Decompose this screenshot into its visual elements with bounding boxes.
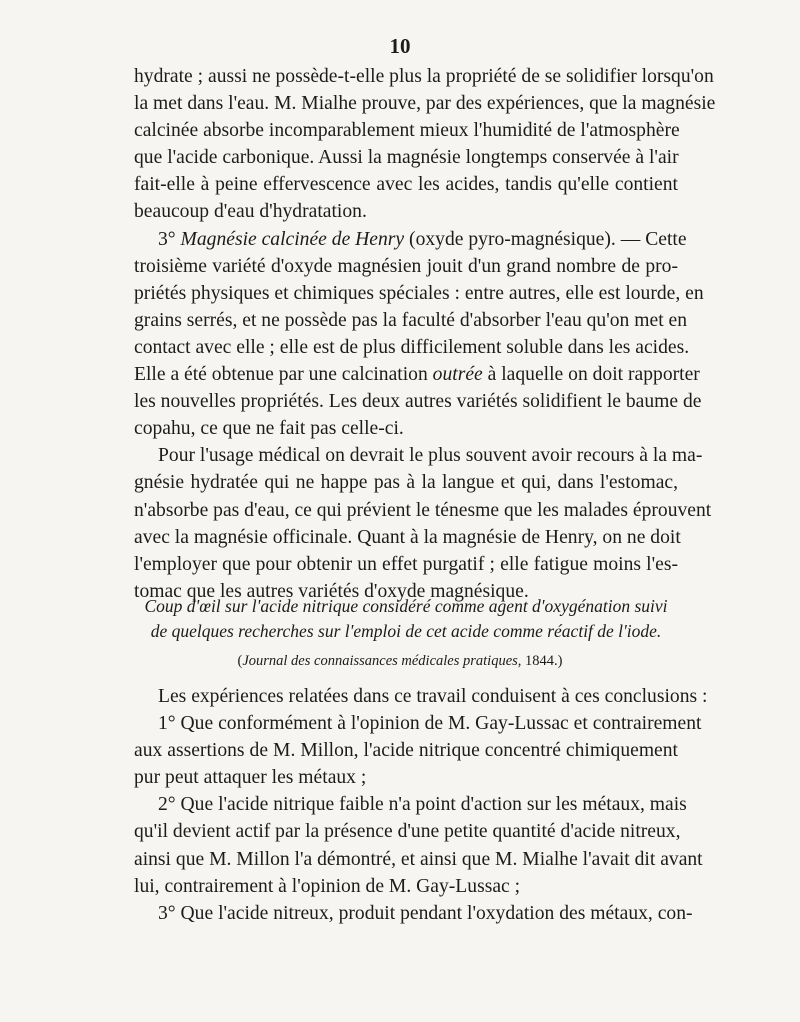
text-column-lower [134, 683, 708, 927]
text-line: lui, contrairement à l'opinion de M. Gay-Lussac ; [134, 875, 521, 897]
text-line: aux assertions de M. Millon, l'acide nitrique concentré chimiquement [134, 740, 678, 762]
journal-citation [0, 651, 800, 671]
text-line: copahu, ce que ne fait pas celle-ci. [134, 418, 404, 440]
text-line-outree [134, 361, 700, 388]
section-heading-line: Coup d'œil sur l'acide nitrique considéré comme agent d'oxygénation suivi [144, 596, 668, 616]
text-line: gnésie hydratée qui ne happe pas à la langue et qui, dans l'estomac, [134, 472, 678, 494]
text-line: Pour l'usage médical on devrait le plus souvent avoir recours à la ma- [158, 445, 703, 467]
henry-prefix: 3° [158, 228, 181, 250]
outree-after: à laquelle on doit rapporter [482, 364, 700, 386]
text-line: que l'acide carbonique. Aussi la magnésie longtemps conservée à l'air [134, 147, 679, 169]
text-line: grains serrés, et ne possède pas la faculté d'absorber l'eau qu'on met en [134, 309, 688, 331]
text-line: Les expériences relatées dans ce travail conduisent à ces conclusions : [158, 686, 708, 707]
text-line: beaucoup d'eau d'hydratation. [134, 201, 367, 223]
henry-title: Magnésie calcinée de Henry [180, 228, 405, 250]
text-line: troisième variété d'oxyde magnésien jouit d'un grand nombre de pro- [134, 255, 678, 277]
henry-paragraph-first-line [134, 226, 687, 253]
citation-open: ( [237, 653, 243, 669]
text-line: pur peut attaquer les métaux ; [134, 767, 367, 789]
text-line: calcinée absorbe incomparablement mieux l'humidité de l'atmosphère [134, 120, 680, 142]
outree-word: outrée [432, 364, 483, 386]
henry-first-line-rest: (oxyde pyro-magnésique). — Cette [404, 228, 687, 250]
text-line: fait-elle à peine effervescence avec les acides, tandis qu'elle contient [134, 174, 678, 196]
text-line: hydrate ; aussi ne possède-t-elle plus la propriété de se solidifier lorsqu'on [134, 66, 714, 87]
outree-before: Elle a été obtenue par une calcination [134, 364, 433, 386]
text-line: avec la magnésie officinale. Quant à la magnésie de Henry, on ne doit [134, 526, 681, 548]
text-line: contact avec elle ; elle est de plus difficilement soluble dans les acides. [134, 336, 690, 358]
citation-rest: , 1844.) [517, 653, 563, 669]
text-line: qu'il devient actif par la présence d'une petite quantité d'acide nitreux, [134, 821, 681, 843]
text-line: les nouvelles propriétés. Les deux autres variétés solidifient le baume de [134, 391, 702, 413]
text-column-upper [134, 63, 716, 605]
section-heading [134, 594, 678, 644]
text-line: 1° Que conformément à l'opinion de M. Gay-Lussac et contrairement [158, 713, 702, 735]
text-line: 3° Que l'acide nitreux, produit pendant l'oxydation des métaux, con- [158, 902, 693, 924]
citation-journal: Journal des connaissances médicales pratiques [242, 653, 518, 669]
text-line: 2° Que l'acide nitrique faible n'a point d'action sur les métaux, mais [158, 794, 687, 816]
text-line: l'employer que pour obtenir un effet purgatif ; elle fatigue moins l'es- [134, 553, 678, 575]
text-line: tomac que les autres variétés d'oxyde magnésique. [134, 580, 529, 602]
page-number: 10 [389, 34, 411, 58]
text-line: n'absorbe pas d'eau, ce qui prévient le ténesme que les malades éprouvent [134, 499, 712, 521]
text-line: ainsi que M. Millon l'a démontré, et ainsi que M. Mialhe l'avait dit avant [134, 848, 703, 870]
text-line: la met dans l'eau. M. Mialhe prouve, par des expériences, que la magnésie [134, 93, 716, 115]
text-line: priétés physiques et chimiques spéciales : entre autres, elle est lourde, en [134, 282, 704, 304]
section-heading-line: de quelques recherches sur l'emploi de cet acide comme réactif de l'iode. [150, 621, 662, 641]
